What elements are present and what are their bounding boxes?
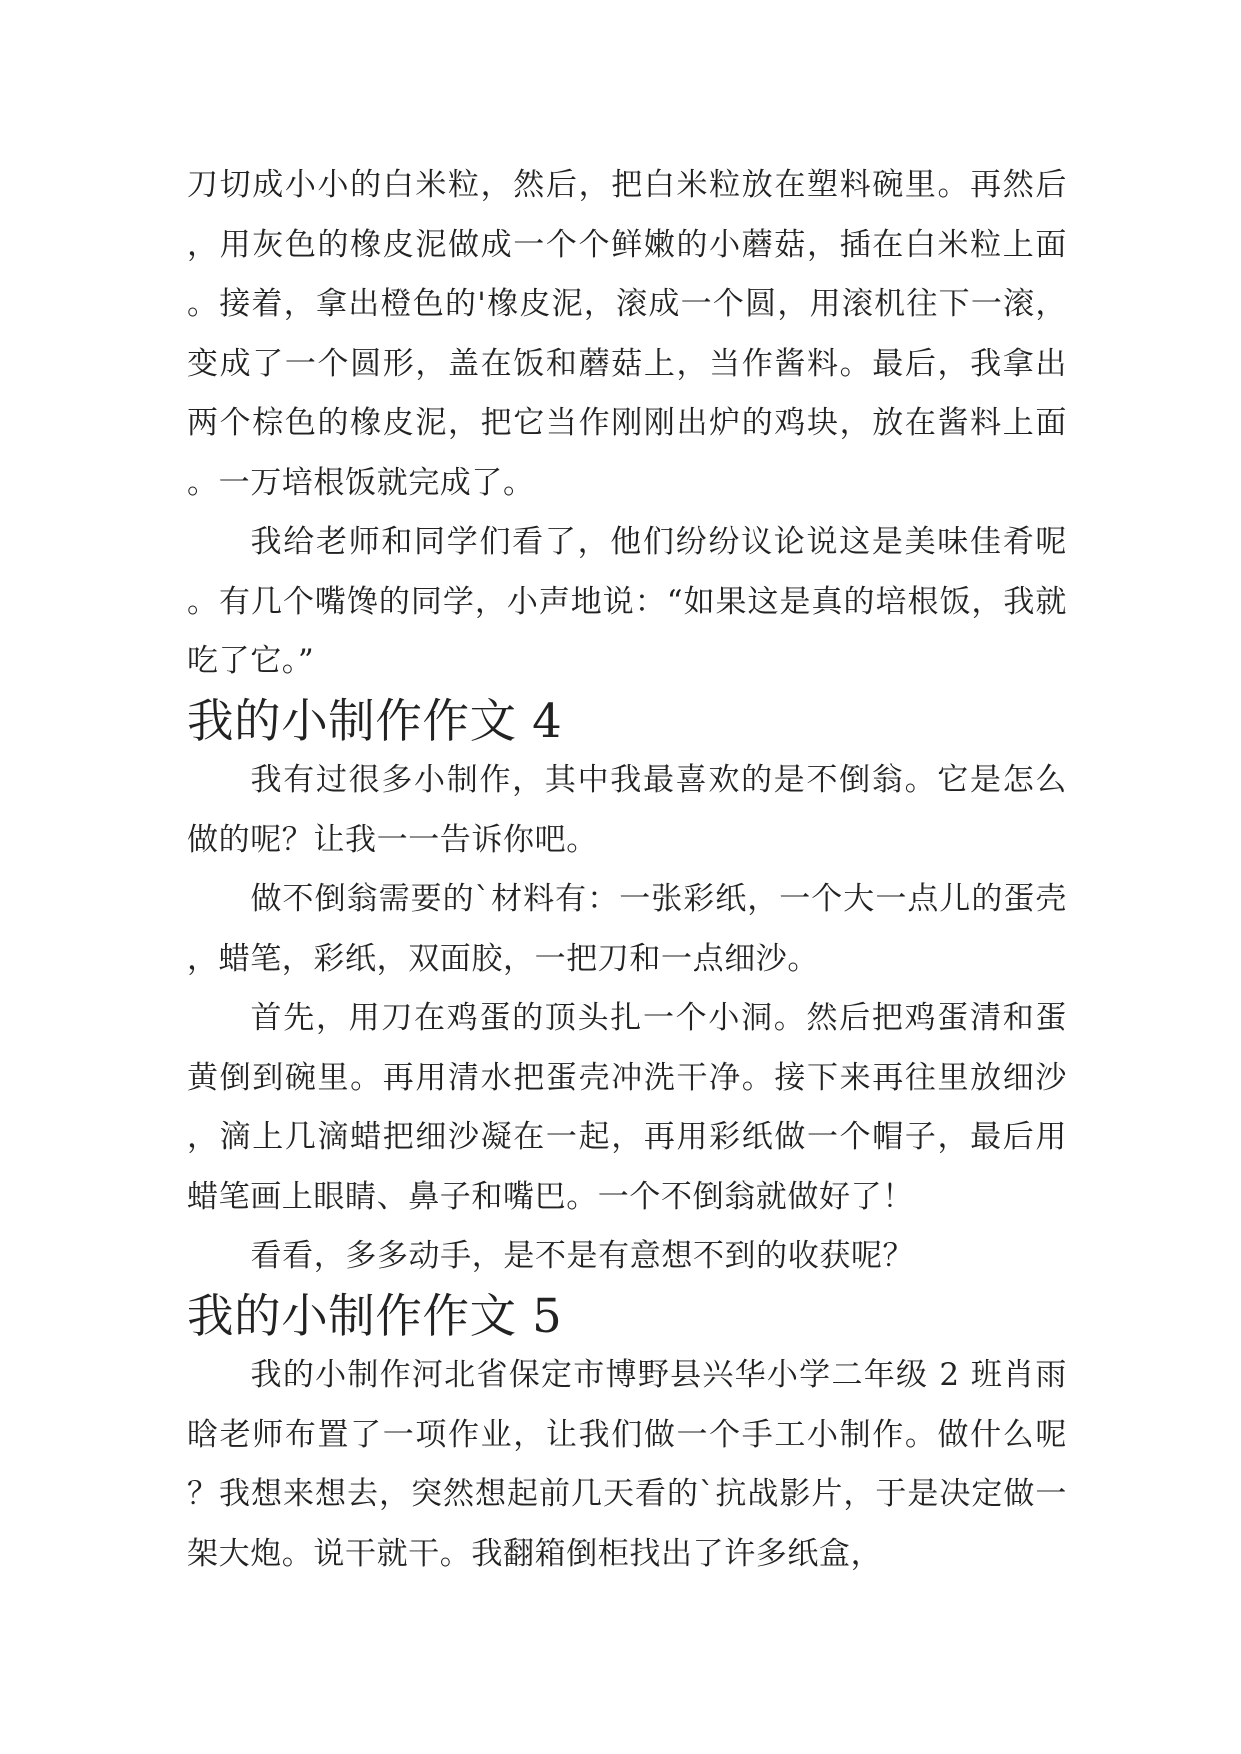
paragraph: 首先，用刀在鸡蛋的顶头扎一个小洞。然后把鸡蛋清和蛋黄倒到碗里。再用清水把蛋壳冲洗干净。接下来再往里放细沙，滴上几滴蜡把细沙凝在一起，再用彩纸做一个帽子，最后用蜡笔画上眼睛、鼻子和嘴巴。一个不倒翁就做好了！	[187, 1000, 1067, 1215]
paragraph: 看看，多多动手，是不是有意想不到的收获呢？	[250, 1238, 915, 1274]
document-body	[187, 156, 1067, 1584]
paragraph: 我有过很多小制作，其中我最喜欢的是不倒翁。它是怎么做的呢？让我一一告诉你吧。	[187, 762, 1067, 858]
paragraph: 我给老师和同学们看了，他们纷纷议论说这是美味佳肴呢。有几个嘴馋的同学，小声地说：“如果这是真的培根饭，我就吃了它。”	[187, 524, 1067, 679]
paragraph: 我的小制作河北省保定市博野县兴华小学二年级 2 班肖雨晗老师布置了一项作业，让我们做一个手工小制作。做什么呢？我想来想去，突然想起前几天看的`抗战影片，于是决定做一架大炮。说干就干。我翻箱倒柜找出了许多纸盒，	[187, 1357, 1067, 1572]
section-heading: 我的小制作作文 4	[187, 693, 563, 748]
section-heading: 我的小制作作文 5	[187, 1288, 563, 1343]
paragraph: 做不倒翁需要的`材料有：一张彩纸，一个大一点儿的蛋壳，蜡笔，彩纸，双面胶，一把刀和一点细沙。	[187, 881, 1067, 977]
paragraph: 刀切成小小的白米粒，然后，把白米粒放在塑料碗里。再然后，用灰色的橡皮泥做成一个个鲜嫩的小蘑菇，插在白米粒上面。接着，拿出橙色的'橡皮泥，滚成一个圆，用滚机往下一滚，变成了一个圆形，盖在饭和蘑菇上，当作酱料。最后，我拿出两个棕色的橡皮泥，把它当作刚刚出炉的鸡块，放在酱料上面。一万培根饭就完成了。	[187, 167, 1067, 501]
